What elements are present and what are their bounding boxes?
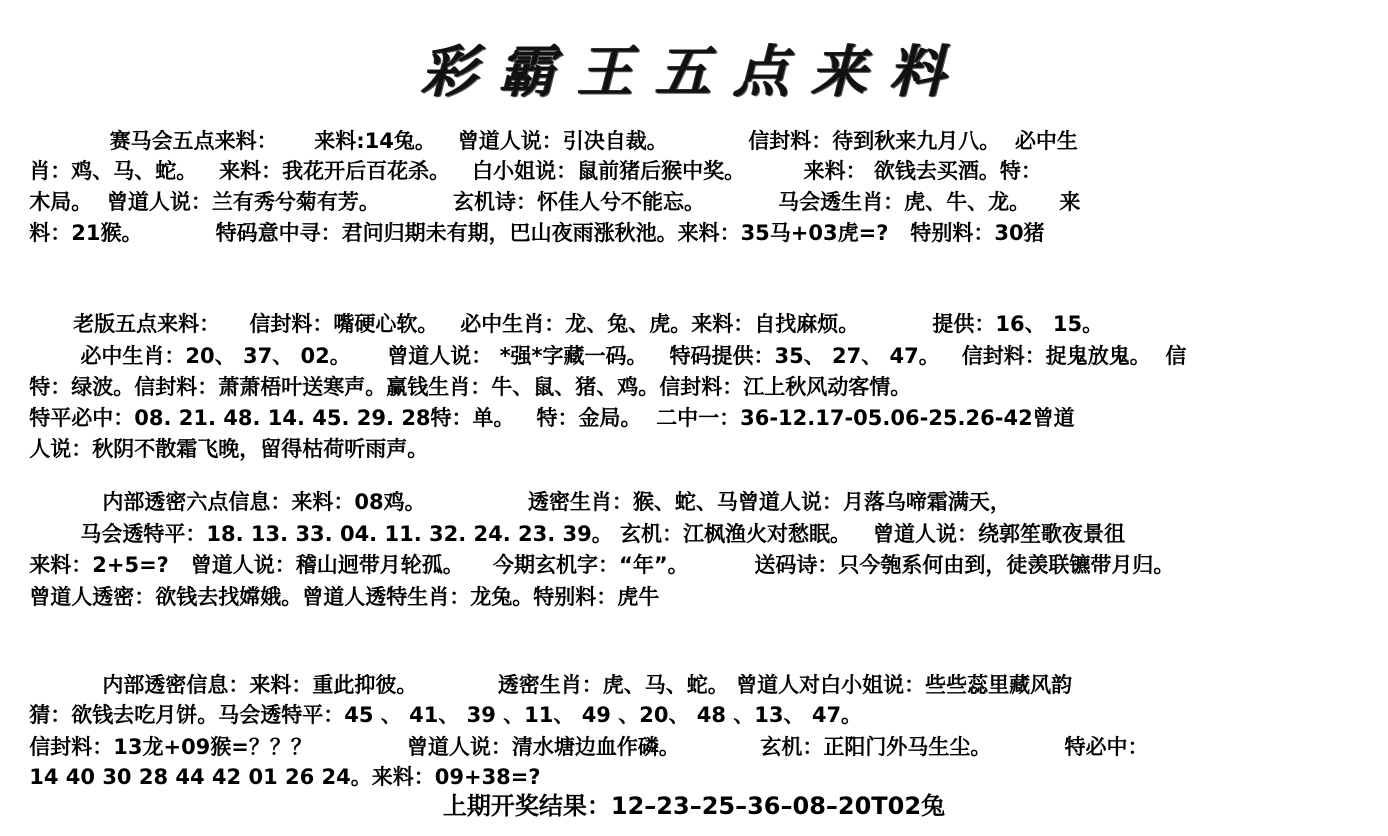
text-line: 猜：欲钱去吃月饼。马会透特平：45 、 41、 39 、11、 49 、20、 48 、13、 47。 — [0, 703, 863, 727]
text-line: 特平必中：08. 21. 48. 14. 45. 29. 28特：单。 特：金局。 二中一：36-12.17-05.06-25.26-42曾道 — [0, 406, 1075, 430]
text-line: 来料：2+5=? 曾道人说：稽山迥带月轮孤。 今期玄机字：“年”。 送码诗：只今匏系何由到，徒羡联镳带月归。 — [0, 553, 1175, 577]
text-line: 木局。 曾道人说：兰有秀兮菊有芳。 玄机诗：怀佳人兮不能忘。 马会透生肖：虎、牛、龙。 来 — [0, 190, 1081, 214]
text-line: 特：绿波。信封料：萧萧梧叶送寒声。赢钱生肖：牛、鼠、猪、鸡。信封料：江上秋风动客情。 — [0, 375, 912, 399]
text-line: 料：21猴。 特码意中寻：君问归期未有期，巴山夜雨涨秋池。来料：35马+03虎=? 特别料：30猪 — [0, 221, 1045, 245]
text-line: 信封料：13龙+09猴=？？？ 曾道人说：清水塘边血作磷。 玄机：正阳门外马生尘。 特必中： — [0, 735, 1149, 759]
text-line: 人说：秋阴不散霜飞晚，留得枯荷听雨声。 — [0, 437, 429, 461]
text-line: 内部透密信息：来料：重此抑彼。 透密生肖：虎、马、蛇。 曾道人对白小姐说：些些蕊里藏风韵 — [0, 673, 1073, 697]
text-line: 马会透特平：18. 13. 33. 04. 11. 32. 24. 23. 39。 玄机：江枫渔火对愁眠。 曾道人说：绕郭笙歌夜景徂 — [0, 522, 1125, 546]
text-line: 老版五点来料： 信封料：嘴硬心软。 必中生肖：龙、兔、虎。来料：自找麻烦。 提供：16、 15。 — [0, 312, 1104, 336]
text-line: 肖：鸡、马、蛇。 来料：我花开后百花杀。 白小姐说：鼠前猪后猴中奖。 来料： 欲钱去买酒。特： — [0, 159, 1042, 183]
text-line: 必中生肖：20、 37、 02。 曾道人说： *强*字藏一码。 特码提供：35、 27、 47。 信封料：捉鬼放鬼。 信 — [0, 344, 1187, 368]
text-line: 内部透密六点信息：来料：08鸡。 透密生肖：猴、蛇、马曾道人说：月落乌啼霜满天， — [0, 490, 1011, 514]
text-line: 14 40 30 28 44 42 01 26 24。来料：09+38=? — [0, 765, 541, 789]
text-line: 曾道人透密：欲钱去找嫦娥。曾道人透特生肖：龙兔。特别料：虎牛 — [0, 585, 660, 609]
previous-draw-result: 上期开奖结果：12–23–25–36–08–20T02兔 — [442, 792, 946, 820]
page-title: 彩霸王五点来料 — [421, 39, 967, 105]
text-line: 赛马会五点来料： 来料:14兔。 曾道人说：引决自裁。 信封料：待到秋来九月八。 必中生 — [0, 129, 1078, 153]
